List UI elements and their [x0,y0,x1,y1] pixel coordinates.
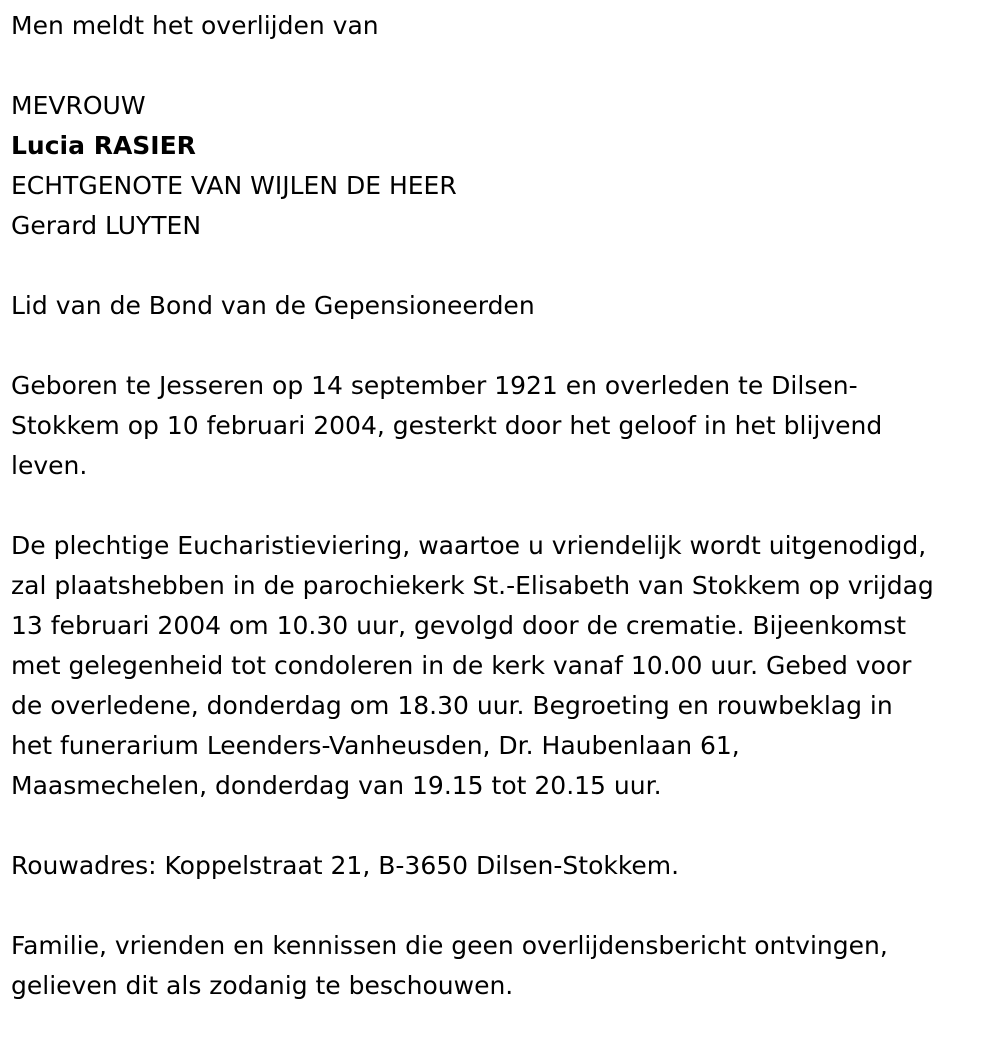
birth-line: leven. [11,451,88,480]
ceremony-paragraph [11,526,985,806]
birth-line: Geboren te Jesseren op 14 september 1921 en overleden te Dilsen- [11,371,858,400]
deceased-name: Lucia RASIER [11,131,196,160]
relation-text: ECHTGENOTE VAN WIJLEN DE HEER [11,171,457,200]
spacer [11,246,985,286]
spacer [11,46,985,86]
title-text: MEVROUW [11,91,146,120]
spacer [11,326,985,366]
ceremony-line: de overledene, donderdag om 18.30 uur. Begroeting en rouwbeklag in [11,691,893,720]
ceremony-line: met gelegenheid tot condoleren in de kerk vanaf 10.00 uur. Gebed voor [11,651,912,680]
birth-line: Stokkem op 10 februari 2004, gesterkt door het geloof in het blijvend [11,411,883,440]
spouse-name: Gerard LUYTEN [11,211,202,240]
ceremony-line: het funerarium Leenders-Vanheusden, Dr. Haubenlaan 61, [11,731,740,760]
ceremony-line: De plechtige Eucharistieviering, waartoe u vriendelijk wordt uitgenodigd, [11,531,927,560]
spacer [11,806,985,846]
spacer [11,486,985,526]
closing-line: Familie, vrienden en kennissen die geen overlijdensbericht ontvingen, [11,931,888,960]
closing-line: gelieven dit als zodanig te beschouwen. [11,971,514,1000]
membership-text: Lid van de Bond van de Gepensioneerden [11,291,535,320]
ceremony-line: zal plaatshebben in de parochiekerk St.-Elisabeth van Stokkem op vrijdag [11,571,934,600]
ceremony-line: 13 februari 2004 om 10.30 uur, gevolgd door de crematie. Bijeenkomst [11,611,907,640]
address-text: Rouwadres: Koppelstraat 21, B-3650 Dilsen-Stokkem. [11,851,680,880]
spacer [11,886,985,926]
closing-paragraph [11,926,985,1006]
intro-text: Men meldt het overlijden van [11,11,379,40]
birth-paragraph [11,366,985,486]
ceremony-line: Maasmechelen, donderdag van 19.15 tot 20.15 uur. [11,771,662,800]
